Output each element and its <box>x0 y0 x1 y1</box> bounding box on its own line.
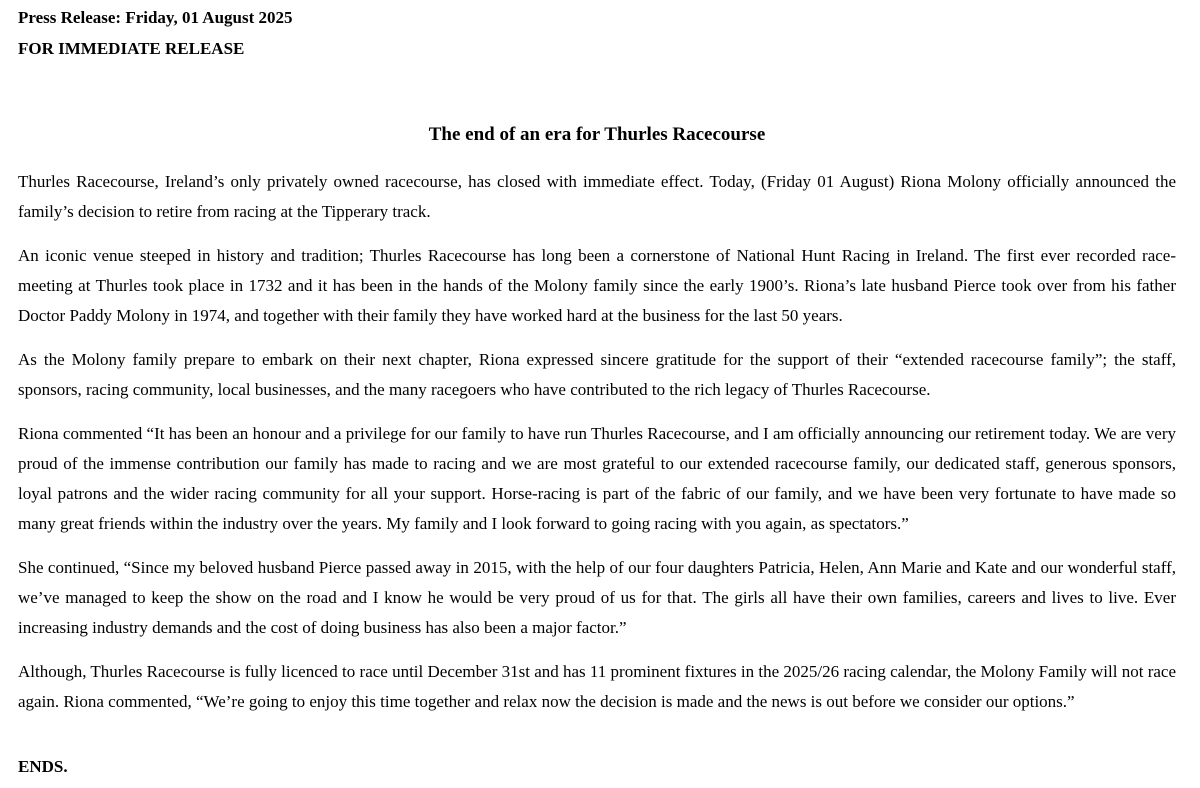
press-release-body <box>18 167 1176 731</box>
paragraph-gratitude: As the Molony family prepare to embark on their next chapter, Riona expressed sincere gratitude for the support of their “extended racecourse family”; the staff, sponsors, racing community, local businesses, and the many racegoers who have contributed to the rich legacy of Thurles Racecourse. <box>18 350 1176 399</box>
paragraph-riona-quote: Riona commented “It has been an honour and a privilege for our family to have run Thurles Racecourse, and I am officially announcing our retirement today. We are very proud of the immense contribution our family has made to racing and we are most grateful to our extended racecourse family, our dedicated staff, generous sponsors, loyal patrons and the wider racing community for all your support. Horse-racing is part of the fabric of our family, and we have been very fortunate to have made so many great friends within the industry over the years. My family and I look forward to going racing with you again, as spectators.” <box>18 424 1176 533</box>
ends-marker: ENDS. <box>18 757 68 776</box>
paragraph-announcement: Thurles Racecourse, Ireland’s only privately owned racecourse, has closed with immediate effect. Today, (Friday 01 August) Riona Molony officially announced the family’s decision to retire from racing at the Tipperary track. <box>18 172 1176 221</box>
paragraph-history: An iconic venue steeped in history and tradition; Thurles Racecourse has long been a cornerstone of National Hunt Racing in Ireland. The first ever recorded race-meeting at Thurles took place in 1732 and it has been in the hands of the Molony family since the early 1900’s. Riona’s late husband Pierce took over from his father Doctor Paddy Molony in 1974, and together with their family they have worked hard at the business for the last 50 years. <box>18 246 1176 325</box>
release-type-label: FOR IMMEDIATE RELEASE <box>18 39 245 58</box>
release-date-line: Press Release: Friday, 01 August 2025 <box>18 8 293 27</box>
press-release-title: The end of an era for Thurles Racecourse <box>428 124 766 145</box>
paragraph-fixtures: Although, Thurles Racecourse is fully licenced to race until December 31st and has 11 prominent fixtures in the 2025/26 racing calendar, the Molony Family will not race again. Riona commented, “We’re going to enjoy this time together and relax now the decision is made and the news is out before we consider our options.” <box>18 662 1176 711</box>
paragraph-continued-quote: She continued, “Since my beloved husband Pierce passed away in 2015, with the help of our four daughters Patricia, Helen, Ann Marie and Kate and our wonderful staff, we’ve managed to keep the show on the road and I know he would be very proud of us for that. The girls all have their own families, careers and lives to live. Ever increasing industry demands and the cost of doing business has also been a major factor.” <box>18 558 1176 637</box>
